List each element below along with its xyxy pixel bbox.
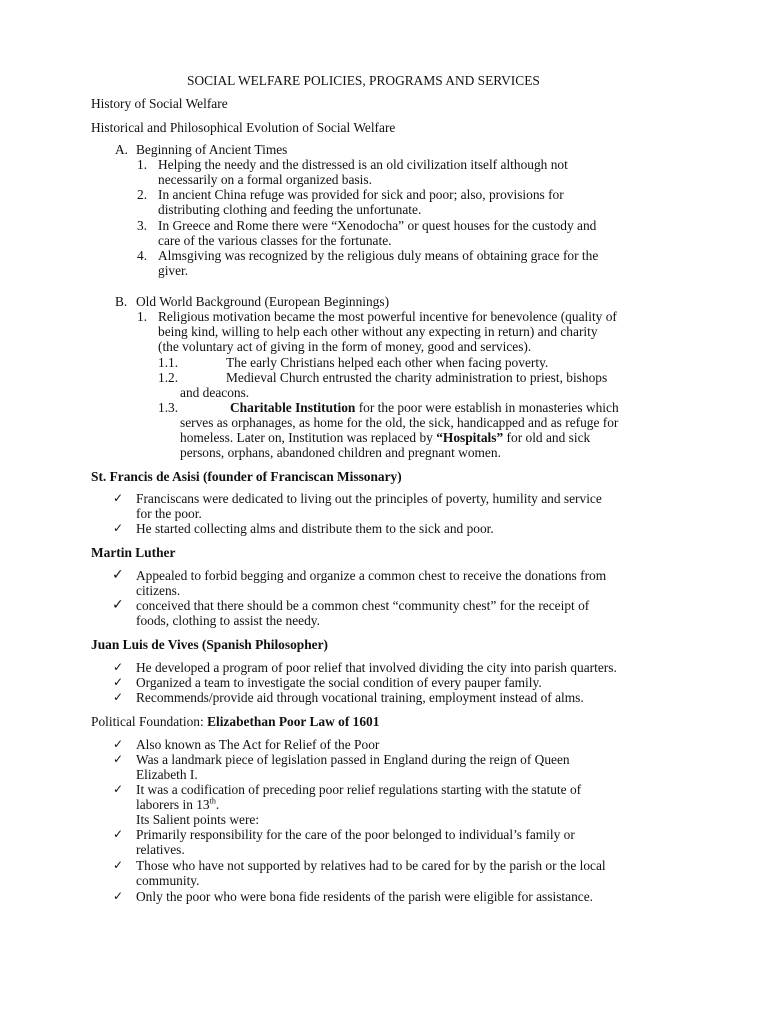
- check-icon: ✓: [113, 660, 124, 674]
- sublist-item-line: Medieval Church entrusted the charity administration to priest, bishops: [226, 370, 608, 385]
- charitable-institution-term: Charitable Institution: [230, 400, 356, 415]
- list-item-line: In ancient China refuge was provided for sick and poor; also, provisions for: [158, 187, 564, 202]
- sublist-item-line: The early Christians helped each other when facing poverty.: [226, 355, 549, 370]
- list-item-line: care of the various classes for the fortunate.: [158, 233, 392, 248]
- sublist-item-line: homeless. Later on, Institution was replaced by “Hospitals” for old and sick: [180, 430, 591, 445]
- check-icon: ✓: [112, 597, 124, 613]
- vives-heading: Juan Luis de Vives (Spanish Philosopher): [91, 637, 329, 652]
- section-b-heading: Old World Background (European Beginnings): [136, 294, 390, 309]
- bullet-line: Elizabeth I.: [136, 767, 198, 782]
- section-a-heading: Beginning of Ancient Times: [136, 142, 288, 157]
- salient-points-label: Its Salient points were:: [136, 812, 260, 827]
- list-item-line: In Greece and Rome there were “Xenodocha” or quest houses for the custody and: [158, 218, 597, 233]
- poor-law-title: Elizabethan Poor Law of 1601: [207, 714, 380, 729]
- bullet-line: Franciscans were dedicated to living out the principles of poverty, humility and service: [136, 491, 602, 506]
- bullet-line: relatives.: [136, 842, 185, 857]
- bullet-line: Organized a team to investigate the social condition of every pauper family.: [136, 675, 542, 690]
- sublist-number: 1.1.: [158, 355, 179, 370]
- history-heading: History of Social Welfare: [91, 96, 228, 111]
- check-icon: ✓: [112, 567, 124, 583]
- bullet-line: Recommends/provide aid through vocational training, employment instead of alms.: [136, 690, 584, 705]
- bullet-line: foods, clothing to assist the needy.: [136, 613, 320, 628]
- list-item-line: necessarily on a formal organized basis.: [158, 172, 372, 187]
- list-item-line: (the voluntary act of giving in the form of money, good and services).: [158, 339, 532, 354]
- list-number: 4.: [137, 248, 148, 263]
- bullet-line: conceived that there should be a common chest “community chest” for the receipt of: [136, 598, 590, 613]
- list-item-line: distributing clothing and feeding the unfortunate.: [158, 202, 422, 217]
- list-number: 1.: [137, 157, 148, 172]
- list-item-line: Helping the needy and the distressed is an old civilization itself although not: [158, 157, 568, 172]
- bullet-line: He started collecting alms and distribute them to the sick and poor.: [136, 521, 494, 536]
- check-icon: ✓: [113, 491, 124, 505]
- check-icon: ✓: [113, 752, 124, 766]
- check-icon: ✓: [113, 737, 124, 751]
- check-icon: ✓: [113, 675, 124, 689]
- list-number: 1.: [137, 309, 148, 324]
- bullet-line: Appealed to forbid begging and organize a common chest to receive the donations from: [136, 568, 607, 583]
- check-icon: ✓: [113, 858, 124, 872]
- section-a-marker: A.: [115, 142, 129, 157]
- check-icon: ✓: [113, 827, 124, 841]
- hospitals-term: “Hospitals”: [436, 430, 504, 445]
- sublist-item-line: Charitable Institution for the poor were establish in monasteries which: [230, 400, 619, 415]
- sublist-item-line: and deacons.: [180, 385, 250, 400]
- bullet-line: Was a landmark piece of legislation passed in England during the reign of Queen: [136, 752, 570, 767]
- bullet-line: community.: [136, 873, 200, 888]
- bullet-line: Only the poor who were bona fide residents of the parish were eligible for assistance.: [136, 889, 593, 904]
- political-heading: Political Foundation: Elizabethan Poor Law of 1601: [91, 714, 380, 729]
- bullet-line: Those who have not supported by relatives had to be cared for by the parish or the local: [136, 858, 606, 873]
- list-number: 2.: [137, 187, 148, 202]
- check-icon: ✓: [113, 690, 124, 704]
- bullet-line: It was a codification of preceding poor relief regulations starting with the statute of: [136, 782, 582, 797]
- list-item-line: Almsgiving was recognized by the religious duly means of obtaining grace for the: [158, 248, 599, 263]
- list-item-line: Religious motivation became the most powerful incentive for benevolence (quality of: [158, 309, 617, 324]
- document-title: SOCIAL WELFARE POLICIES, PROGRAMS AND SERVICES: [187, 73, 540, 88]
- list-item-line: giver.: [158, 263, 189, 278]
- bullet-line: Primarily responsibility for the care of the poor belonged to individual’s family or: [136, 827, 575, 842]
- evolution-heading: Historical and Philosophical Evolution of Social Welfare: [91, 120, 396, 135]
- bullet-line: for the poor.: [136, 506, 202, 521]
- sublist-item-line: serves as orphanages, as home for the old, the sick, handicapped and as refuge for: [180, 415, 619, 430]
- check-icon: ✓: [113, 521, 124, 535]
- sublist-number: 1.2.: [158, 370, 179, 385]
- list-number: 3.: [137, 218, 148, 233]
- list-item-line: being kind, willing to help each other without any expecting in return) and charity: [158, 324, 598, 339]
- sublist-number: 1.3.: [158, 400, 179, 415]
- bullet-line: He developed a program of poor relief that involved dividing the city into parish quarters.: [136, 660, 617, 675]
- sublist-item-line: persons, orphans, abandoned children and pregnant women.: [180, 445, 501, 460]
- bullet-line: laborers in 13th.: [136, 796, 220, 812]
- bullet-line: Also known as The Act for Relief of the Poor: [136, 737, 380, 752]
- check-icon: ✓: [113, 889, 124, 903]
- section-b-marker: B.: [115, 294, 128, 309]
- francis-heading: St. Francis de Asisi (founder of Franciscan Missonary): [91, 469, 402, 484]
- bullet-line: citizens.: [136, 583, 181, 598]
- check-icon: ✓: [113, 782, 124, 796]
- luther-heading: Martin Luther: [91, 545, 176, 560]
